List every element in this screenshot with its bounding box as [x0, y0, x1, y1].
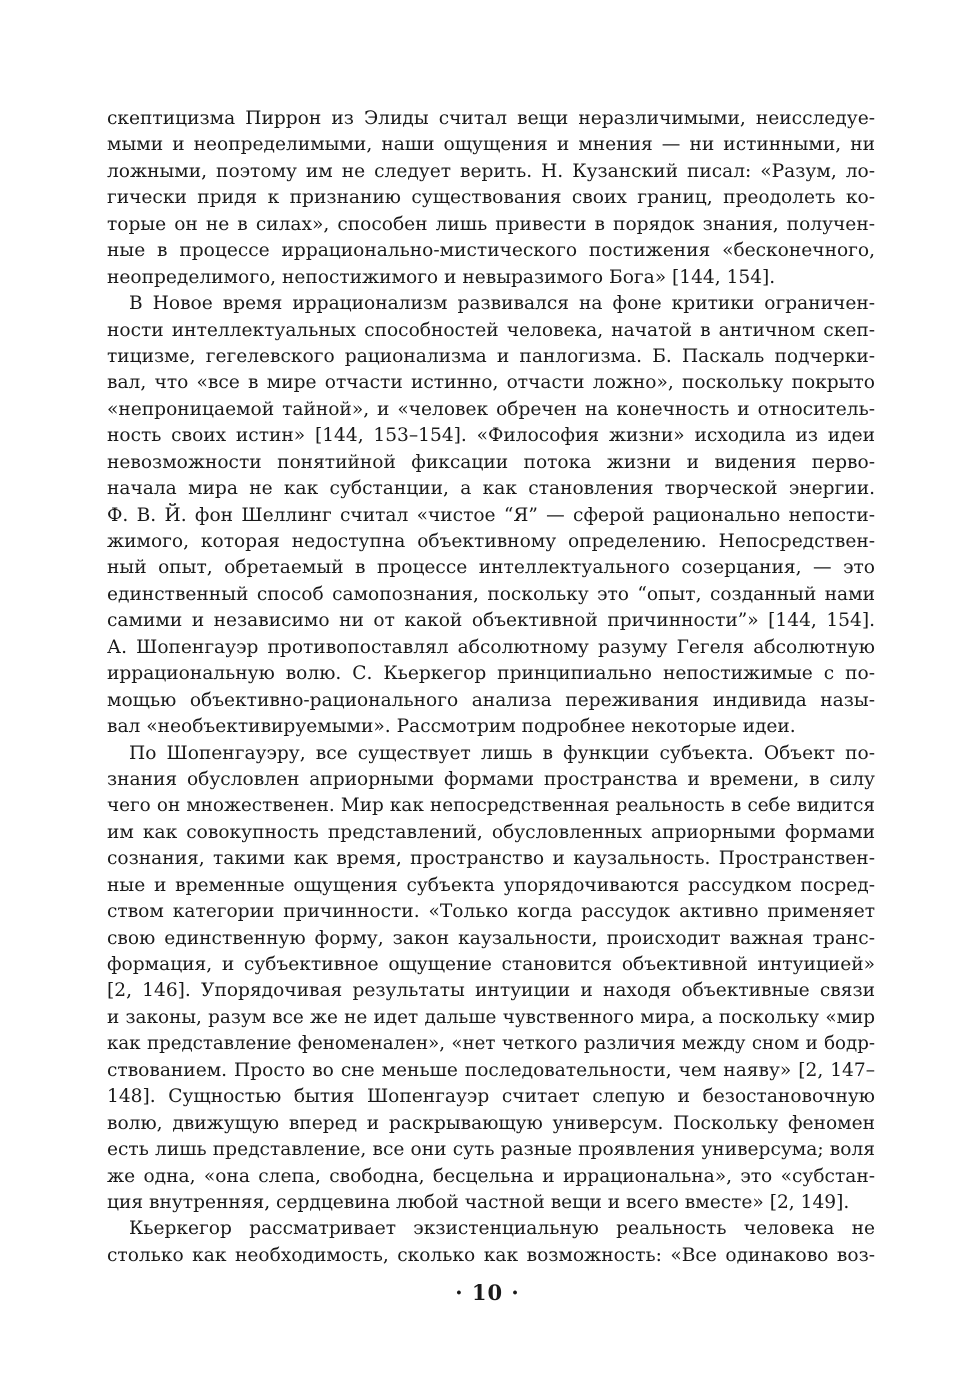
- text-line: По Шопенгауэру, все существует лишь в функции субъекта. Объект по-: [129, 742, 875, 764]
- text-line: знания обусловлен априорными формами пространства и времени, в силу: [107, 768, 875, 790]
- text-line: и законы, разум все же не идет дальше чувственного мира, а поскольку «мир: [107, 1006, 875, 1028]
- text-line: иррациональную волю. С. Кьеркегор принципиально непостижимые с по-: [107, 663, 875, 685]
- body-text: [107, 106, 875, 1269]
- text-line: вал, что «все в мире отчасти истинно, отчасти ложно», поскольку покрыто: [107, 372, 875, 394]
- text-line: ством категории причинности. «Только когда рассудок активно применяет: [107, 901, 875, 923]
- text-line: как представление феноменален», «нет четкого различия между сном и бодр-: [107, 1033, 875, 1055]
- text-line: ный опыт, обретаемый в процессе интеллектуального созерцания, — это: [107, 557, 875, 579]
- text-line: самими и независимо ни от какой объективной причинности”» [144, 154].: [107, 610, 875, 632]
- page-number: · 10 ·: [455, 1280, 520, 1305]
- text-line: ность своих истин» [144, 153–154]. «Философия жизни» исходила из идеи: [107, 425, 875, 447]
- text-line: есть лишь представление, все они суть разные проявления универсума; воля: [107, 1139, 875, 1161]
- text-line: ствованием. Просто во сне меньше последовательности, чем наяву» [2, 147–: [107, 1059, 875, 1081]
- text-line: им как совокупность представлений, обусловленных априорными формами: [107, 821, 875, 843]
- text-line: ности интеллектуальных способностей человека, начатой в античном скеп-: [107, 319, 875, 341]
- text-line: ция внутренняя, сердцевина любой частной вещи и всего вместе» [2, 149].: [107, 1191, 850, 1213]
- text-line: мыми и неопределимыми, наши ощущения и мнения — ни истинными, ни: [107, 134, 875, 156]
- text-line: вал «необъективируемыми». Рассмотрим подробнее некоторые идеи.: [107, 716, 796, 738]
- text-line: мощью объективно-рационального анализа переживания индивида назы-: [107, 689, 875, 711]
- text-line: тицизме, гегелевского рационализма и панлогизма. Б. Паскаль подчерки-: [107, 345, 875, 367]
- text-line: А. Шопенгауэр противопоставлял абсолютному разуму Гегеля абсолютную: [107, 636, 875, 658]
- text-line: [2, 146]. Упорядочивая результаты интуиции и находя объективные связи: [107, 980, 875, 1002]
- text-line: невозможности понятийной фиксации потока жизни и видения перво-: [107, 451, 875, 473]
- text-line: единственный способ самопознания, поскольку это “опыт, созданный нами: [107, 583, 875, 605]
- text-line: скептицизма Пиррон из Элиды считал вещи неразличимыми, неисследуе-: [107, 108, 875, 129]
- text-line: начала мира не как субстанции, а как становления творческой энергии.: [107, 478, 875, 500]
- text-line: свою единственную форму, закон каузальности, происходит важная транс-: [107, 927, 875, 949]
- text-line: формация, и субъективное ощущение становится объективной интуицией»: [107, 954, 875, 975]
- text-line: волю, движущую вперед и раскрывающую универсум. Поскольку феномен: [107, 1112, 875, 1134]
- text-line: Кьеркегор рассматривает экзистенциальную реальность человека не: [129, 1218, 875, 1240]
- paragraph: [107, 741, 875, 1217]
- paragraph: [107, 106, 875, 291]
- text-line: же одна, «она слепа, свободна, бесцельна и иррациональна», это «субстан-: [107, 1165, 875, 1187]
- text-line: чего он множественен. Мир как непосредственная реальность в себе видится: [107, 795, 875, 817]
- text-line: столько как необходимость, сколько как возможность: «Все одинаково воз-: [107, 1244, 875, 1266]
- paragraph: [107, 1216, 875, 1269]
- text-line: В Новое время иррационализм развивался на фоне критики ограничен-: [129, 293, 875, 315]
- text-line: «непроницаемой тайной», и «человек обречен на конечность и относитель-: [107, 398, 875, 420]
- text-line: гически придя к признанию существования своих границ, преодолеть ко-: [107, 187, 875, 209]
- text-line: ные в процессе иррационально-мистического постижения «бесконечного,: [107, 240, 875, 262]
- text-line: сознания, такими как время, пространство и каузальность. Пространствен-: [107, 848, 875, 870]
- text-line: 148]. Сущностью бытия Шопенгауэр считает слепую и безостановочную: [107, 1086, 875, 1108]
- text-line: неопределимого, непостижимого и невыразимого Бога» [144, 154].: [107, 266, 776, 288]
- text-line: ные и временные ощущения субъекта упорядочиваются рассудком посред-: [107, 874, 875, 896]
- text-line: Ф. В. Й. фон Шеллинг считал «чистое “Я” — сферой рационально непости-: [107, 504, 875, 526]
- text-line: торые он не в силах», способен лишь привести в порядок знания, получен-: [107, 213, 875, 235]
- text-line: ложными, поэтому им не следует верить. Н. Кузанский писал: «Разум, ло-: [107, 160, 875, 182]
- paragraph: [107, 291, 875, 740]
- text-line: жимого, которая недоступна объективному определению. Непосредствен-: [107, 531, 875, 552]
